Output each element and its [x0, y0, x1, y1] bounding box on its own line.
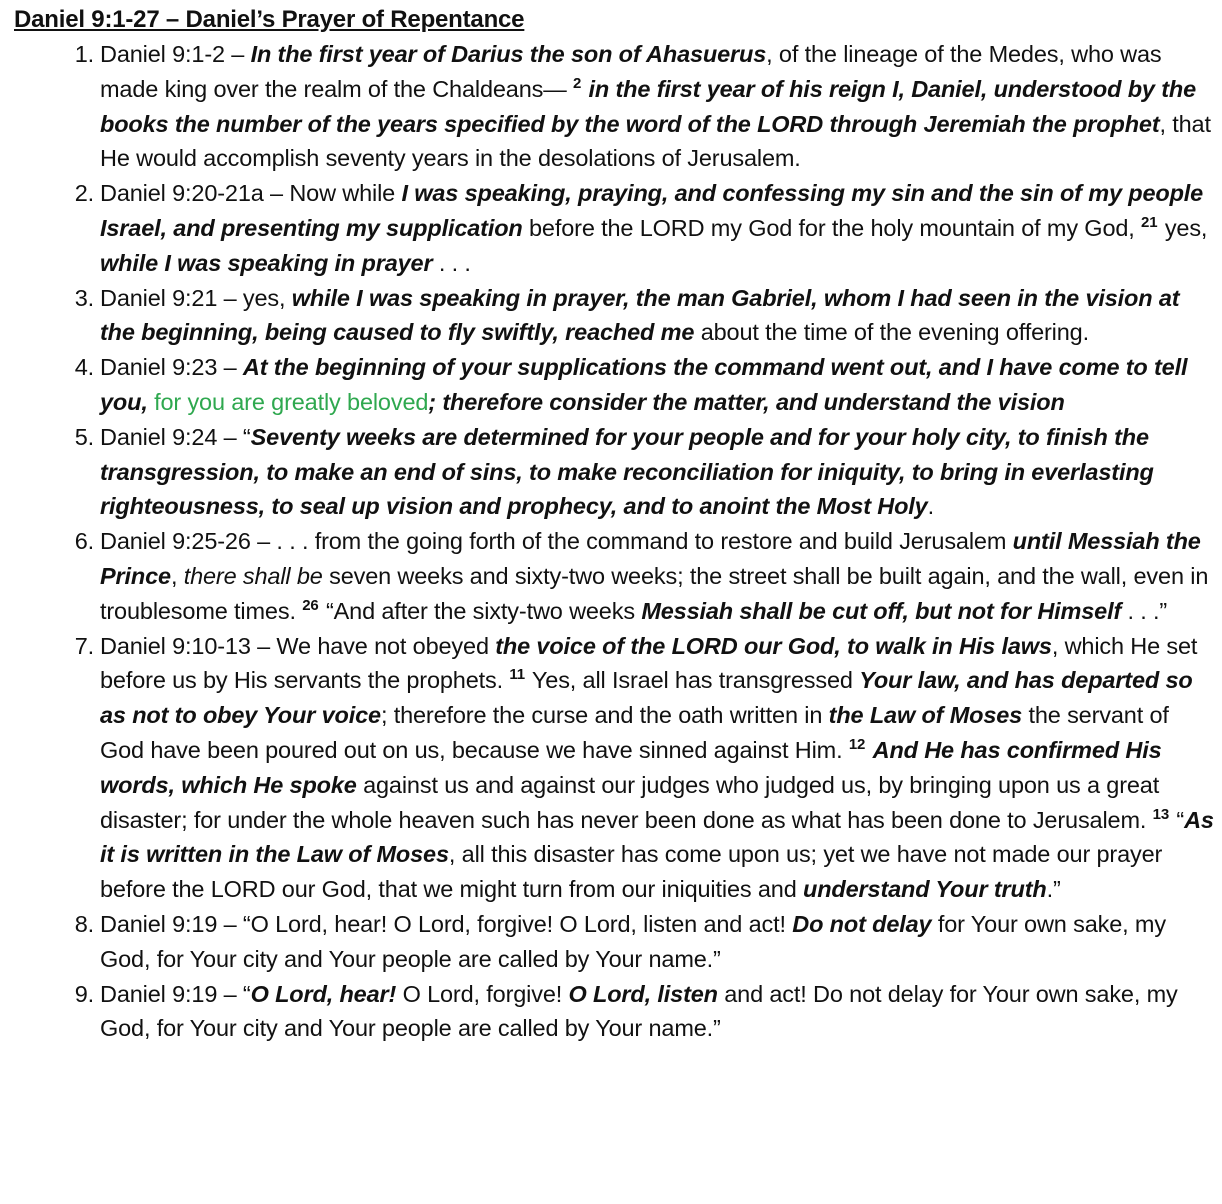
- verse-text: Daniel 9:19 – “: [100, 980, 251, 1007]
- verse-text: , which He set before us by His servants the prophets.: [100, 632, 1198, 694]
- list-number: 3.: [74, 284, 94, 311]
- page-title: Daniel 9:1-27 – Daniel’s Prayer of Repentance: [14, 6, 525, 33]
- verse-text: Daniel 9:20-21a – Now while: [100, 180, 402, 207]
- verse-text: ,: [170, 562, 184, 589]
- verse-text: . . .”: [1121, 597, 1168, 624]
- verse-text: Daniel 9:24 – “: [100, 423, 251, 450]
- list-item: [14, 629, 1214, 907]
- list-item: [14, 37, 1214, 176]
- verse-text: O Lord, forgive!: [396, 980, 569, 1007]
- verse-text: the servant of God have been poured out on us, because we have sinned against Him.: [100, 702, 1169, 763]
- list-number: 1.: [74, 41, 94, 67]
- list-item: [14, 350, 1214, 420]
- emphasis-text: Messiah shall be cut off, but not for Himself: [641, 597, 1122, 624]
- verse-text: Daniel 9:25-26 – . . . from the going forth of the command to restore and build Jerusalem: [100, 528, 1013, 555]
- verse-number: 11: [509, 666, 525, 684]
- highlight-text: for you are greatly beloved: [154, 388, 429, 415]
- emphasis-text: O Lord, hear!: [250, 980, 397, 1007]
- verse-number: 12: [848, 735, 866, 753]
- verse-text: Yes, all Israel has transgressed: [525, 667, 860, 694]
- verse-text: against us and against our judges who judged us, by bringing upon us a great disaster; for under the whole heaven such has never been done as what has been done to Jerusalem.: [100, 771, 1160, 833]
- emphasis-text: I was speaking, praying, and confessing my sin and the sin of my people Israel, and presenting my supplication: [100, 180, 1204, 241]
- verse-number: 26: [302, 596, 319, 614]
- verse-text: seven weeks and sixty-two weeks; the street shall be built again, and the wall, even in troublesome times.: [100, 562, 1209, 624]
- verse-text: . . .: [432, 249, 471, 276]
- emphasis-text: while I was speaking in prayer: [100, 249, 433, 276]
- verse-text: and act! Do not delay for Your own sake, my God, for Your city and Your people are called by Your name.”: [100, 980, 1178, 1042]
- list-number: 6.: [74, 528, 94, 555]
- verse-text: Daniel 9:10-13 – We have not obeyed: [100, 632, 496, 659]
- emphasis-text: Seventy weeks are determined for your people and for your holy city, to finish the transgression, to make an end of sins, to make reconciliation for iniquity, to bring in everlasting righteousness, to seal up vision and prophecy, and to anoint the Most Holy: [100, 423, 1154, 520]
- emphasis-text: understand Your truth: [803, 876, 1047, 903]
- list-number: 9.: [74, 980, 94, 1007]
- verse-text: , that He would accomplish seventy years in the desolations of Jerusalem.: [100, 110, 1211, 172]
- verse-text: .: [927, 493, 934, 520]
- emphasis-text: in the first year of his reign I, Daniel, understood by the books the number of the years specified by the word of the LORD through Jeremiah the prophet: [100, 75, 1197, 137]
- emphasis-text: As it is written in the Law of Moses: [100, 806, 1214, 868]
- list-number: 2.: [74, 180, 94, 207]
- verse-text: Daniel 9:1-2 –: [100, 41, 251, 67]
- emphasis-text: until Messiah the Prince: [100, 528, 1201, 589]
- emphasis-text: the voice of the LORD our God, to walk in His laws: [495, 632, 1052, 659]
- list-item: [14, 176, 1214, 280]
- list-item: [14, 524, 1214, 628]
- emphasis-text: Your law, and has departed so as not to obey Your voice: [100, 667, 1193, 729]
- verse-text: , all this disaster has come upon us; yet we have not made our prayer before the LORD our God, that we might turn from our iniquities and: [100, 841, 1163, 903]
- italic-text: there shall be: [183, 562, 323, 589]
- verse-list: [14, 37, 1214, 1046]
- verse-text: Daniel 9:21 – yes,: [100, 284, 292, 311]
- verse-number: 2: [572, 74, 582, 92]
- list-number: 5.: [74, 423, 94, 450]
- emphasis-text: At the beginning of your supplications the command went out, and I have come to tell you,: [100, 354, 1188, 415]
- emphasis-text: O Lord, listen: [568, 980, 718, 1007]
- verse-text: ; therefore the curse and the oath written in: [380, 702, 829, 729]
- verse-number: 13: [1152, 805, 1170, 823]
- verse-text: Daniel 9:19 – “O Lord, hear! O Lord, forgive! O Lord, listen and act!: [100, 910, 793, 937]
- verse-text: , of the lineage of the Medes, who was made king over the realm of the Chaldeans—: [100, 41, 1162, 102]
- verse-text: Daniel 9:23 –: [100, 354, 243, 381]
- list-number: 8.: [74, 910, 94, 937]
- list-item: [14, 907, 1214, 977]
- verse-text: “And after the sixty-two weeks: [319, 597, 642, 624]
- list-number: 4.: [74, 354, 94, 381]
- emphasis-text: Do not delay: [792, 910, 932, 937]
- verse-text: “: [1170, 806, 1185, 833]
- emphasis-text: ; therefore consider the matter, and understand the vision: [428, 388, 1065, 415]
- list-item: [14, 420, 1214, 524]
- emphasis-text: In the first year of Darius the son of Ahasuerus: [250, 41, 767, 67]
- verse-text: before the LORD my God for the holy mountain of my God,: [522, 214, 1142, 241]
- verse-text: about the time of the evening offering.: [694, 319, 1089, 346]
- verse-text: for Your own sake, my God, for Your city and Your people are called by Your name.”: [100, 910, 1166, 972]
- list-item: [14, 977, 1214, 1047]
- emphasis-text: while I was speaking in prayer, the man Gabriel, whom I had seen in the vision at the beginning, being caused to fly swiftly, reached me: [100, 284, 1180, 346]
- verse-number: 21: [1141, 213, 1158, 231]
- verse-text: yes,: [1158, 214, 1208, 241]
- verse-text: .”: [1046, 876, 1061, 903]
- list-number: 7.: [74, 632, 94, 659]
- emphasis-text: the Law of Moses: [828, 702, 1023, 729]
- emphasis-text: And He has confirmed His words, which He spoke: [100, 736, 1162, 798]
- list-item: [14, 281, 1214, 351]
